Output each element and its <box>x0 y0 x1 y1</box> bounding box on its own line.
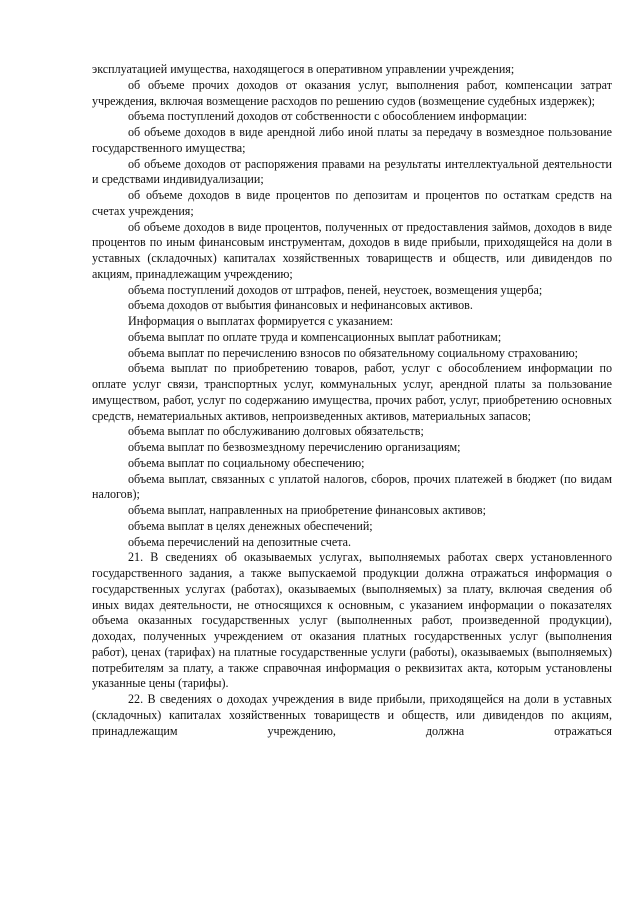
paragraph: объема перечислений на депозитные счета. <box>128 534 352 549</box>
paragraph: об объеме прочих доходов от оказания услуг, выполнения работ, компенсации затрат учреждения, включая возмещение расходов по решению судов (возмещение судебных издержек); <box>92 77 612 108</box>
paragraph: эксплуатацией имущества, находящегося в оперативном управлении учреждения; <box>92 62 515 76</box>
paragraph: объема доходов от выбытия финансовых и нефинансовых активов. <box>128 298 473 313</box>
paragraph: объема выплат по приобретению товаров, работ, услуг с обособлением информации по оплате услуг связи, транспортных услуг, коммунальных услуг, арендной платы за пользование имуществом, работ, услуг по содержанию имущества, прочих работ, услуг, приобретению основных средств, нематериальных активов, непроизведенных активов, материальных запасов; <box>92 361 612 423</box>
paragraph: об объеме доходов в виде арендной либо иной платы за передачу в возмездное пользование государственного имущества; <box>92 125 612 155</box>
paragraph: Информация о выплатах формируется с указанием: <box>128 314 394 328</box>
paragraph: об объеме доходов в виде процентов по депозитам и процентов по остаткам средств на счетах учреждения; <box>92 188 612 218</box>
paragraph: объема выплат по обслуживанию долговых обязательств; <box>128 424 424 439</box>
paragraph: объема поступлений доходов от штрафов, пеней, неустоек, возмещения ущерба; <box>128 282 543 297</box>
paragraph: объема выплат в целях денежных обеспечений; <box>128 518 373 533</box>
paragraph: 22. В сведениях о доходах учреждения в виде прибыли, приходящейся на доли в уставных (складочных) капиталах хозяйственных товариществ и обществ, или дивидендов по акциям, принадлежащим учреждению, должна отражаться <box>92 692 612 738</box>
paragraph: объема выплат по оплате труда и компенсационных выплат работникам; <box>128 329 502 344</box>
paragraph: объема выплат, связанных с уплатой налогов, сборов, прочих платежей в бюджет (по видам налогов); <box>92 471 612 502</box>
paragraph: объема выплат по социальному обеспечению; <box>128 455 365 470</box>
paragraph: объема выплат, направленных на приобретение финансовых активов; <box>128 503 486 517</box>
document-body <box>92 62 612 739</box>
paragraph: объема выплат по безвозмездному перечислению организациям; <box>128 440 461 454</box>
paragraph: об объеме доходов от распоряжения правами на результаты интеллектуальной деятельности и средствами индивидуализации; <box>92 156 612 187</box>
paragraph: объема поступлений доходов от собственности с обособлением информации: <box>128 109 528 124</box>
paragraph: объема выплат по перечислению взносов по обязательному социальному страхованию; <box>128 345 579 360</box>
paragraph: об объеме доходов в виде процентов, полученных от предоставления займов, доходов в виде процентов по иным финансовым инструментам, доходов в виде прибыли, приходящейся на доли в уставных (складочных) капиталах хозяйственных товариществ и обществ, или дивидендов по акциям, принадлежащим учреждению; <box>92 219 612 281</box>
paragraph: 21. В сведениях об оказываемых услугах, выполняемых работах сверх установленного государственного задания, а также выпускаемой продукции должна отражаться информация о государственных услугах (работах), оказываемых (выполняемых) за плату, включая сведения об иных видах деятельности, не относящихся к основным, с указанием информации о показателях объема оказанных государственных услуг (выполненных работ, произведенной продукции), доходах, полученных учреждением от оказания платных государственных услуг (выполнения работ), ценах (тарифах) на платные государственные услуги (работы), оказываемых (выполняемых) потребителям за плату, а также справочная информация о реквизитах акта, которым установлены указанные цены (тарифы). <box>92 550 612 691</box>
